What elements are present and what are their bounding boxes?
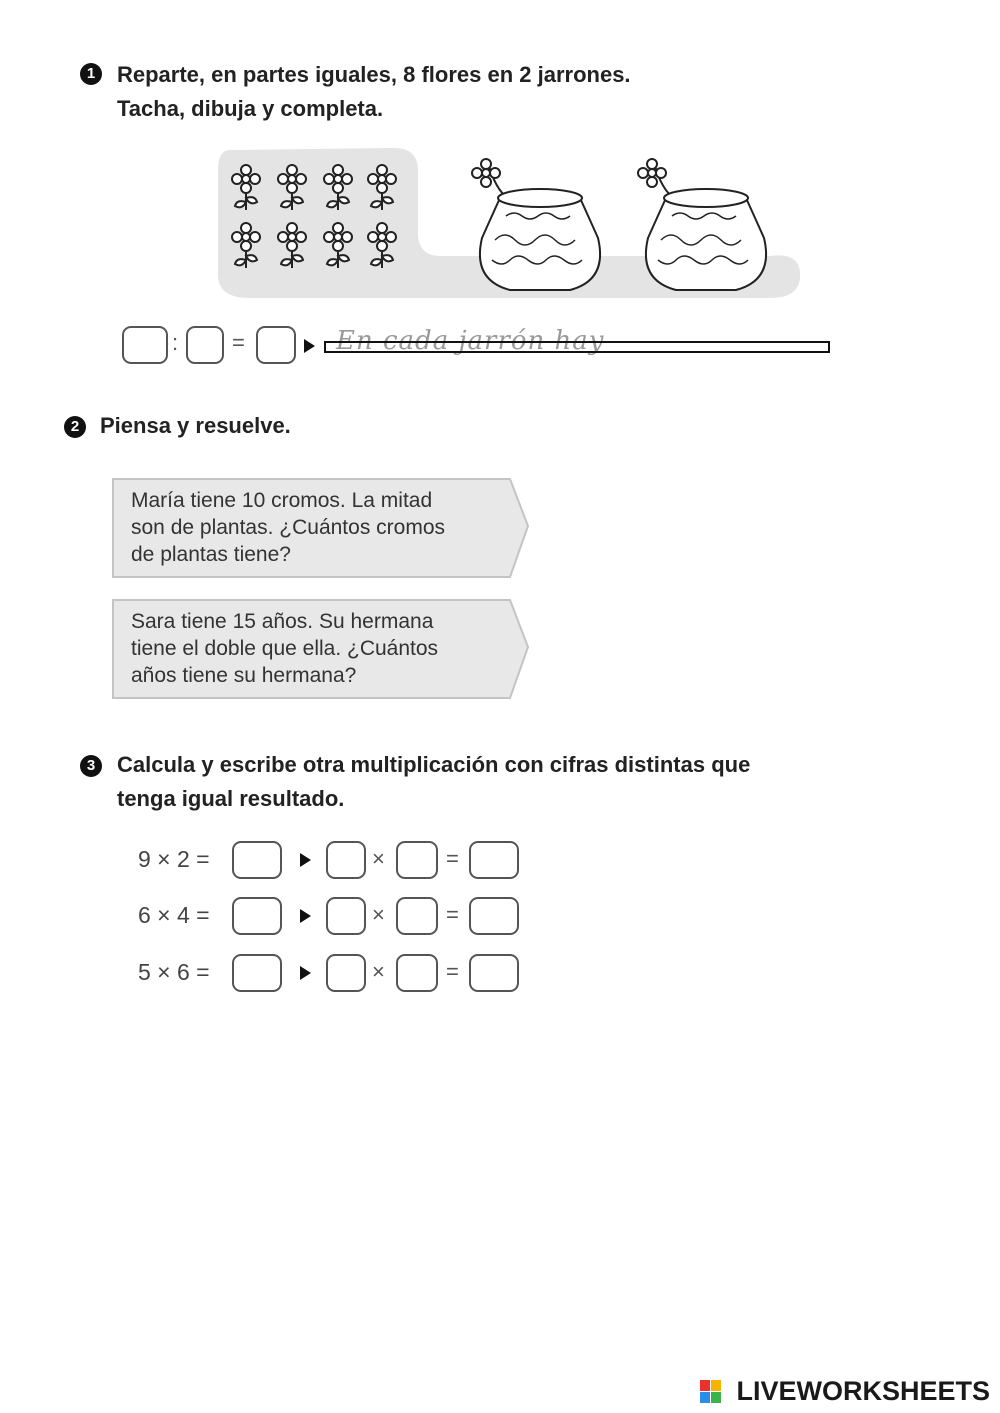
problem-card-1-line1: María tiene 10 cromos. La mitad (131, 489, 433, 512)
divisor-input-box[interactable] (186, 326, 224, 364)
times-sign: × (372, 846, 385, 871)
sentence-hint: En cada jarrón hay (336, 326, 605, 356)
vase-icon (472, 159, 600, 290)
equals-sign: = (232, 330, 245, 355)
dividend-input-box[interactable] (122, 326, 168, 364)
result-input-box[interactable] (469, 954, 519, 992)
divide-sign: : (172, 330, 179, 355)
exercise-3-title-line1: Calcula y escribe otra multiplicación con cifras distintas que (117, 752, 751, 777)
exercise-1-number: 1 (80, 63, 102, 85)
problem-card-2-line3: años tiene su hermana? (131, 664, 357, 687)
problem-card-2-line1: Sara tiene 15 años. Su hermana (131, 610, 434, 633)
arrow-right-icon (300, 909, 311, 923)
vase-icon (638, 159, 766, 290)
liveworksheets-logo-icon (700, 1380, 722, 1404)
problem-card-1-line2: son de plantas. ¿Cuántos cromos (131, 516, 445, 539)
factor-a-input-box[interactable] (326, 897, 366, 935)
exercise-3-number: 3 (80, 755, 102, 777)
result-input-box[interactable] (469, 841, 519, 879)
exercise-1-title-line2: Tacha, dibuja y completa. (117, 96, 384, 121)
multiplication-expression: 5 × 6 = (138, 959, 210, 985)
footer-brand[interactable]: LIVEWORKSHEETS (736, 1376, 990, 1406)
result-input-box[interactable] (469, 897, 519, 935)
arrow-right-icon (304, 339, 315, 353)
arrow-right-icon (300, 966, 311, 980)
quotient-input-box[interactable] (256, 326, 296, 364)
equals-sign: = (446, 902, 459, 927)
factor-b-input-box[interactable] (396, 841, 438, 879)
sentence-answer-input[interactable] (324, 341, 830, 353)
factor-a-input-box[interactable] (326, 841, 366, 879)
product-input-box[interactable] (232, 841, 282, 879)
exercise-2-number: 2 (64, 416, 86, 438)
flowers-and-vases-illustration (210, 140, 810, 305)
factor-b-input-box[interactable] (396, 897, 438, 935)
exercise-1-title-line1: Reparte, en partes iguales, 8 flores en 2 jarrones. (117, 62, 631, 87)
problem-card-2-line2: tiene el doble que ella. ¿Cuántos (131, 637, 439, 660)
problem-card-1-line3: de plantas tiene? (131, 543, 291, 566)
factor-a-input-box[interactable] (326, 954, 366, 992)
factor-b-input-box[interactable] (396, 954, 438, 992)
multiplication-expression: 9 × 2 = (138, 846, 210, 872)
times-sign: × (372, 902, 385, 927)
product-input-box[interactable] (232, 897, 282, 935)
equals-sign: = (446, 846, 459, 871)
arrow-right-icon (300, 853, 311, 867)
equals-sign: = (446, 959, 459, 984)
exercise-3-title-line2: tenga igual resultado. (117, 786, 345, 811)
exercise-2-title: Piensa y resuelve. (100, 413, 291, 438)
product-input-box[interactable] (232, 954, 282, 992)
multiplication-expression: 6 × 4 = (138, 902, 210, 928)
times-sign: × (372, 959, 385, 984)
